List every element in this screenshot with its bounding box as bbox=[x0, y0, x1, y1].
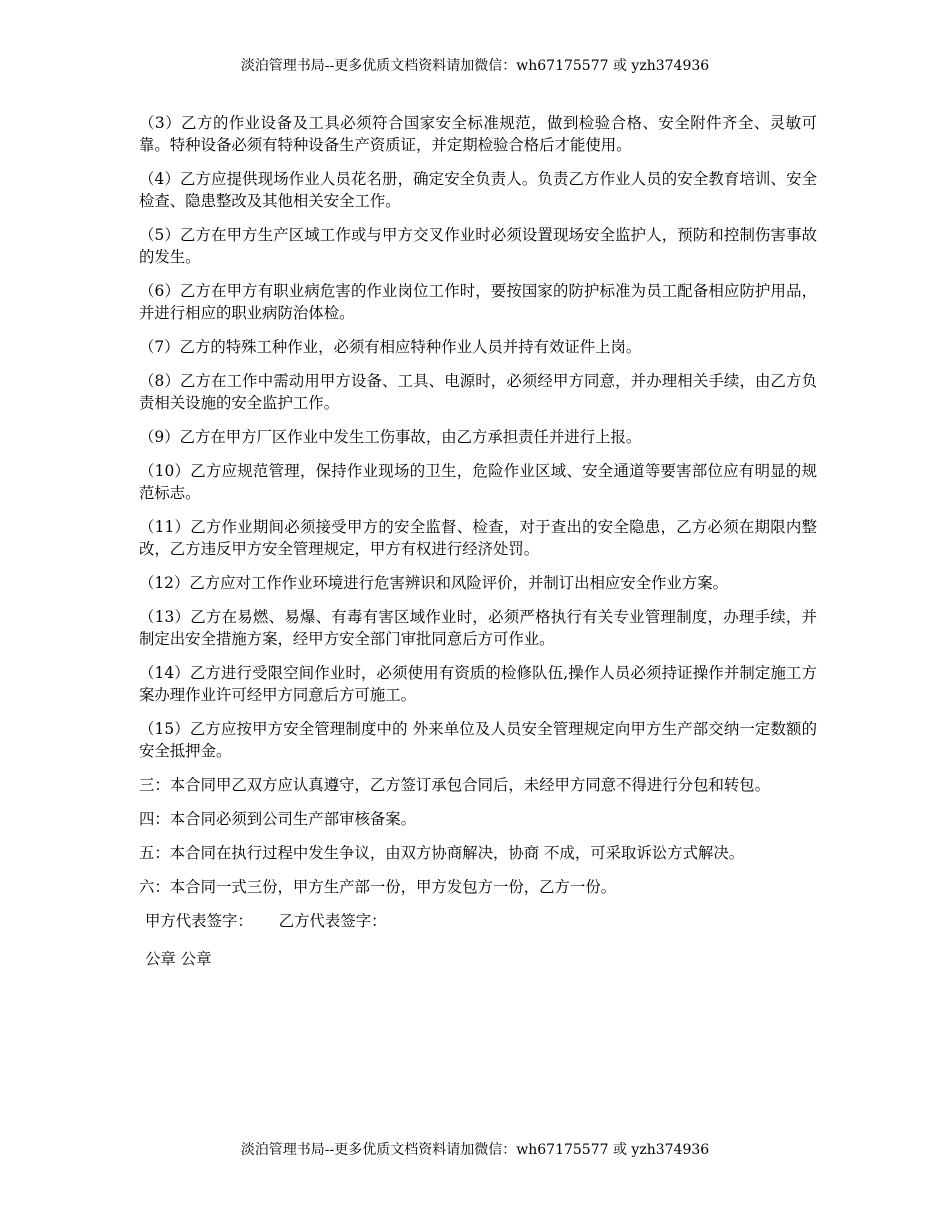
party-b-signature-label: 乙方代表签字： bbox=[278, 912, 387, 930]
clause-13: （13）乙方在易燃、易爆、有毒有害区域作业时，必须严格执行有关专业管理制度，办理手续，并制定出安全措施方案，经甲方安全部门审批同意后方可作业。 bbox=[139, 608, 817, 648]
contract-body bbox=[139, 112, 817, 970]
party-a-signature-label: 甲方代表签字： bbox=[145, 912, 253, 930]
clause-11: （11）乙方作业期间必须接受甲方的安全监督、检查，对于查出的安全隐患，乙方必须在期限内整改，乙方违反甲方安全管理规定，甲方有权进行经济处罚。 bbox=[139, 518, 817, 558]
clause-6: （6）乙方在甲方有职业病危害的作业岗位工作时，要按国家的防护标准为员工配备相应防护用品，并进行相应的职业病防治体检。 bbox=[139, 282, 817, 322]
clause-12: （12）乙方应对工作作业环境进行危害辨识和风险评价，并制订出相应安全作业方案。 bbox=[139, 574, 729, 592]
clause-10: （10）乙方应规范管理，保持作业现场的卫生，危险作业区域、安全通道等要害部位应有明显的规范标志。 bbox=[139, 462, 817, 502]
clause-14: （14）乙方进行受限空间作业时，必须使用有资质的检修队伍,操作人员必须持证操作并制定施工方案办理作业许可经甲方同意后方可施工。 bbox=[139, 664, 817, 704]
clause-9: （9）乙方在甲方厂区作业中发生工伤事故，由乙方承担责任并进行上报。 bbox=[139, 428, 642, 446]
clause-7: （7）乙方的特殊工种作业，必须有相应特种作业人员并持有效证件上岗。 bbox=[139, 338, 642, 356]
signature-line bbox=[139, 910, 817, 932]
page-footer: 淡泊管理书局--更多优质文档资料请加微信：wh67175577 或 yzh374936 bbox=[240, 1142, 710, 1158]
clause-4: （4）乙方应提供现场作业人员花名册，确定安全负责人。负责乙方作业人员的安全教育培训、安全检查、隐患整改及其他相关安全工作。 bbox=[139, 170, 817, 210]
seal-line: 公章 公章 bbox=[145, 950, 212, 968]
clause-15: （15）乙方应按甲方安全管理制度中的 外来单位及人员安全管理规定向甲方生产部交纳一定数额的安全抵押金。 bbox=[139, 720, 817, 760]
clause-5: （5）乙方在甲方生产区域工作或与甲方交叉作业时必须设置现场安全监护人，预防和控制伤害事故的发生。 bbox=[139, 226, 817, 266]
clause-3: （3）乙方的作业设备及工具必须符合国家安全标准规范，做到检验合格、安全附件齐全、灵敏可靠。特种设备必须有特种设备生产资质证，并定期检验合格后才能使用。 bbox=[139, 114, 817, 154]
article-4: 四：本合同必须到公司生产部审核备案。 bbox=[139, 810, 417, 828]
article-5: 五：本合同在执行过程中发生争议，由双方协商解决，协商 不成，可采取诉讼方式解决。 bbox=[139, 844, 745, 862]
article-6: 六：本合同一式三份，甲方生产部一份，甲方发包方一份，乙方一份。 bbox=[139, 878, 617, 896]
article-3: 三：本合同甲乙双方应认真遵守，乙方签订承包合同后，未经甲方同意不得进行分包和转包。 bbox=[139, 776, 771, 794]
clause-8: （8）乙方在工作中需动用甲方设备、工具、电源时，必须经甲方同意，并办理相关手续，由乙方负责相关设施的安全监护工作。 bbox=[139, 372, 817, 412]
page-header: 淡泊管理书局--更多优质文档资料请加微信：wh67175577 或 yzh374936 bbox=[240, 58, 710, 74]
